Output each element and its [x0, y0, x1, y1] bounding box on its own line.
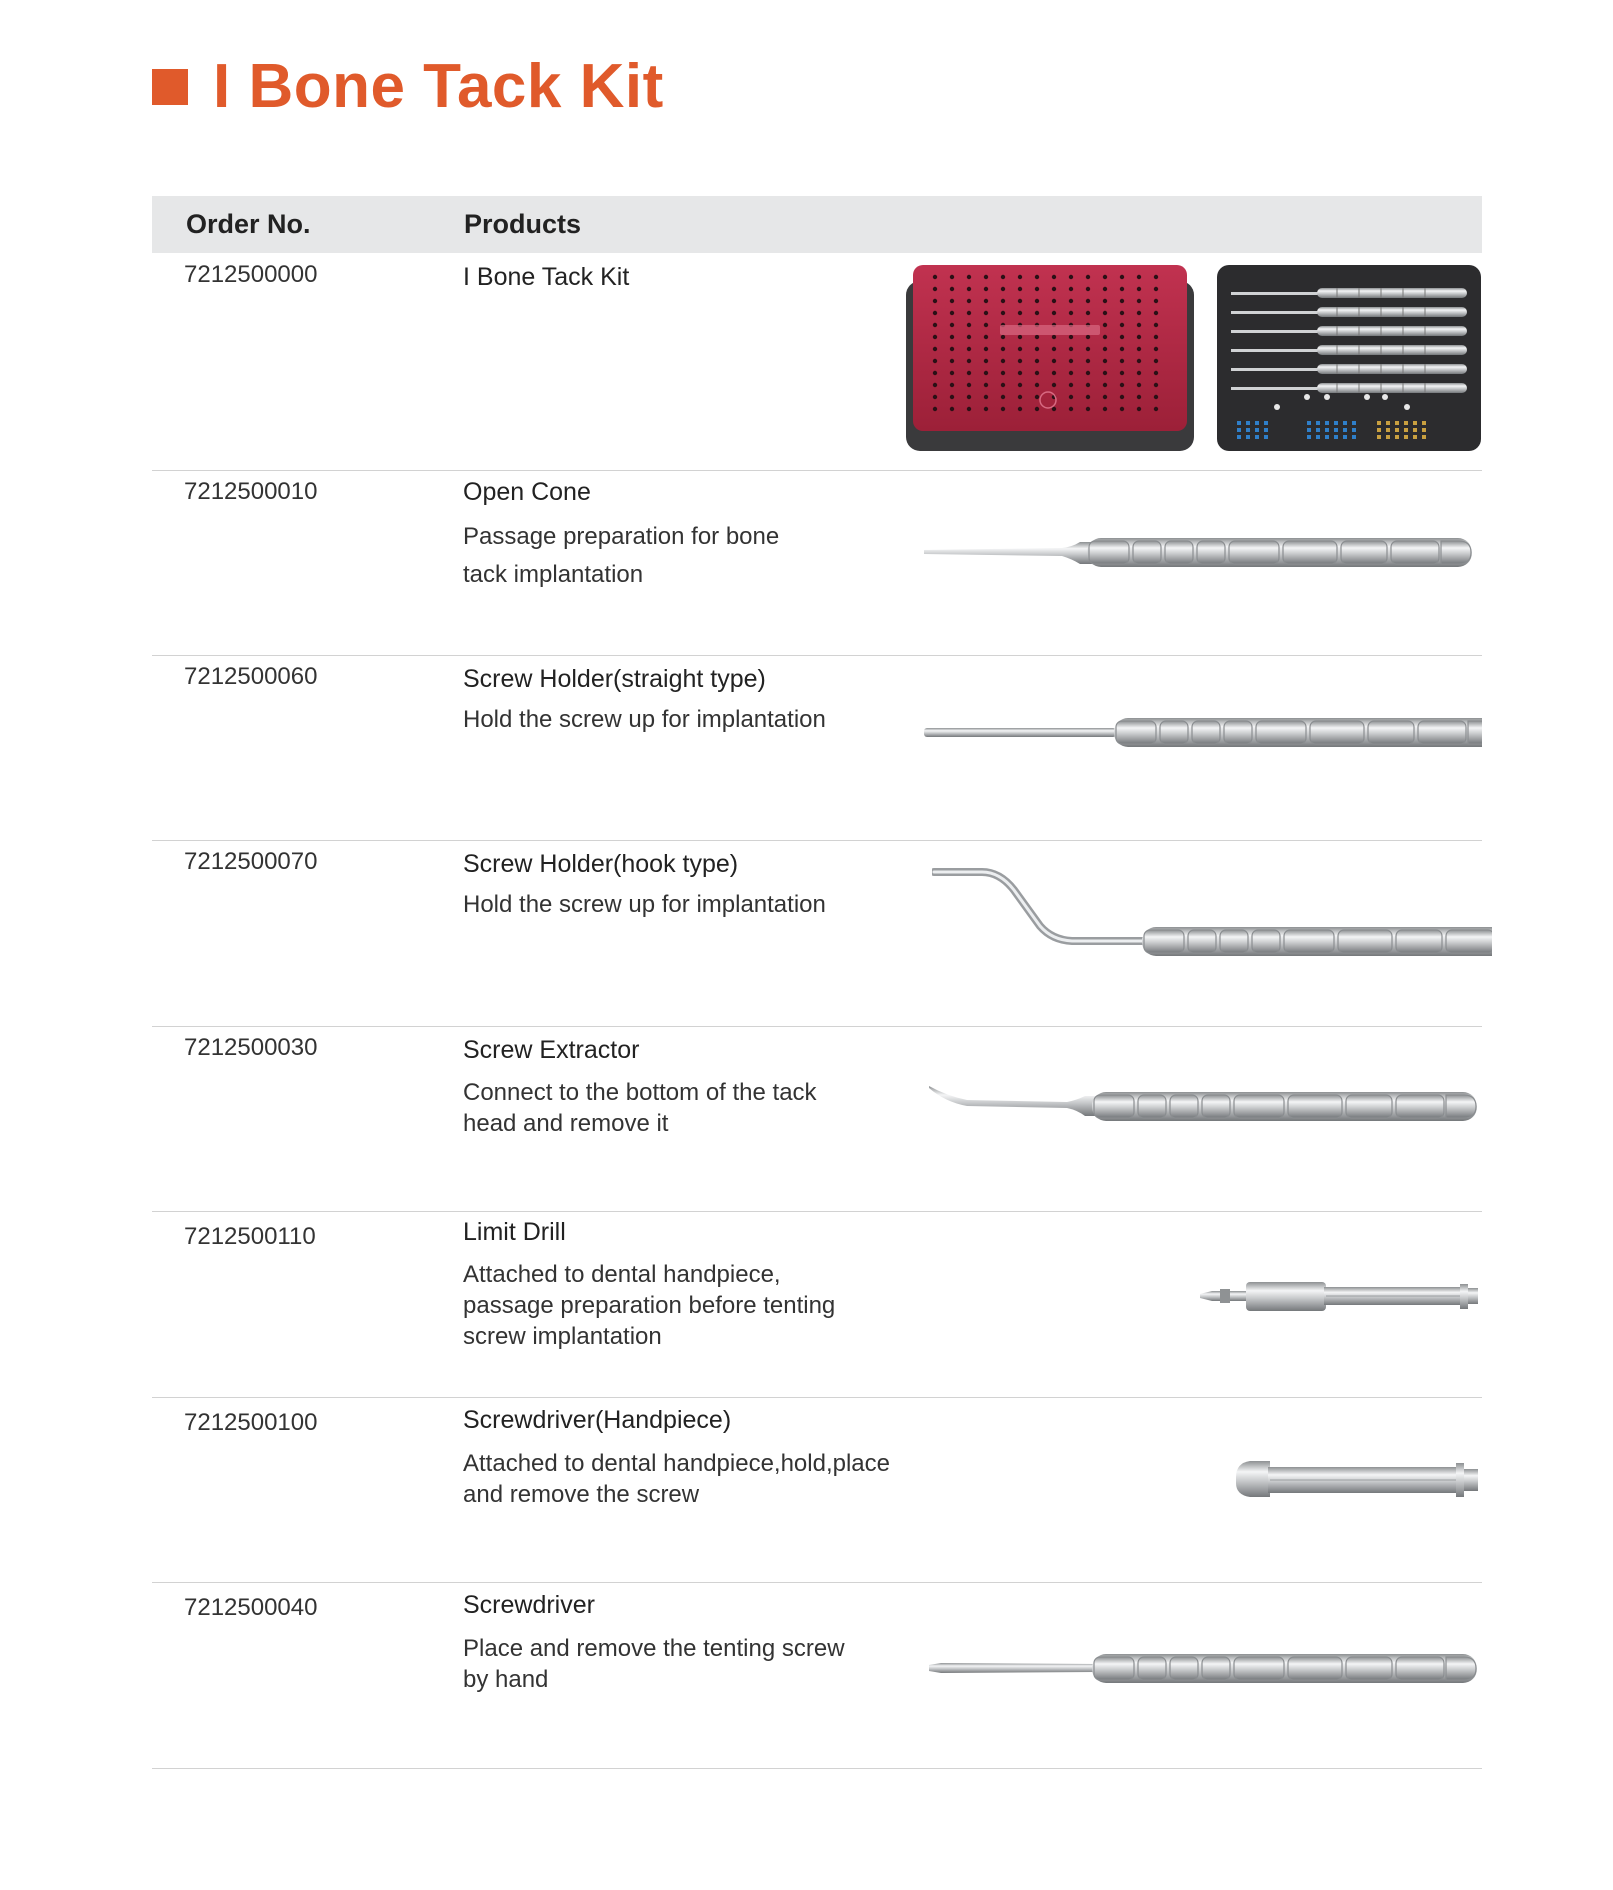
description-line: head and remove it [463, 1110, 669, 1137]
product-name: I Bone Tack Kit [463, 263, 630, 291]
product-name: Screw Holder(hook type) [463, 850, 739, 878]
description-line: Attached to dental handpiece,hold,place [463, 1450, 890, 1477]
table-row [152, 840, 1482, 1027]
screwdriver-instrument-image [927, 1648, 1487, 1688]
page-title [152, 52, 664, 122]
page-title-text: I Bone Tack Kit [213, 52, 664, 121]
product-description [463, 1448, 983, 1510]
description-line: tack implantation [463, 561, 644, 588]
table-row [152, 1582, 1482, 1769]
order-number: 7212500100 [184, 1409, 318, 1436]
description-line: Hold the screw up for implantation [463, 706, 826, 733]
product-name: Screw Extractor [463, 1036, 640, 1064]
product-description [463, 1259, 933, 1352]
table-row [152, 1026, 1482, 1212]
product-description [463, 518, 933, 594]
table-row [152, 1397, 1482, 1583]
table-header [152, 196, 1482, 253]
table-row [152, 1211, 1482, 1398]
product-name: Open Cone [463, 478, 591, 506]
description-line: Passage preparation for bone [463, 523, 780, 550]
product-name: Screwdriver(Handpiece) [463, 1406, 732, 1434]
order-number: 7212500010 [184, 478, 318, 505]
description-line: Hold the screw up for implantation [463, 891, 826, 918]
table-row [152, 655, 1482, 841]
open-cone-instrument-image [922, 528, 1482, 578]
screw-holder-hook-instrument-image [932, 864, 1492, 964]
table-row [152, 253, 1482, 471]
description-line: Attached to dental handpiece, [463, 1261, 781, 1288]
kit-tray-open-image [1217, 265, 1481, 451]
kit-tray-closed-image [905, 263, 1195, 453]
product-name: Screwdriver [463, 1591, 595, 1619]
table-row [152, 470, 1482, 656]
product-description [463, 891, 933, 919]
screw-holder-straight-instrument-image [922, 712, 1482, 752]
description-line: Connect to the bottom of the tack [463, 1079, 817, 1106]
order-number: 7212500070 [184, 848, 318, 875]
screw-extractor-instrument-image [927, 1082, 1487, 1132]
product-description [463, 706, 933, 734]
product-description [463, 1077, 933, 1139]
screwdriver-handpiece-instrument-image [1234, 1457, 1494, 1507]
column-header-order: Order No. [186, 209, 311, 239]
order-number: 7212500060 [184, 663, 318, 690]
description-line: screw implantation [463, 1323, 662, 1350]
order-number: 7212500030 [184, 1034, 318, 1061]
product-name: Limit Drill [463, 1218, 566, 1246]
description-line: Place and remove the tenting screw [463, 1635, 845, 1662]
description-line: and remove the screw [463, 1481, 700, 1508]
title-square-icon [152, 69, 188, 105]
product-description [463, 1633, 933, 1695]
column-header-products: Products [464, 209, 582, 239]
limit-drill-instrument-image [1198, 1276, 1488, 1316]
product-name: Screw Holder(straight type) [463, 665, 766, 693]
order-number: 7212500040 [184, 1594, 318, 1621]
order-number: 7212500110 [184, 1223, 316, 1250]
description-line: passage preparation before tenting [463, 1292, 836, 1319]
order-number: 7212500000 [184, 261, 318, 288]
description-line: by hand [463, 1666, 549, 1693]
